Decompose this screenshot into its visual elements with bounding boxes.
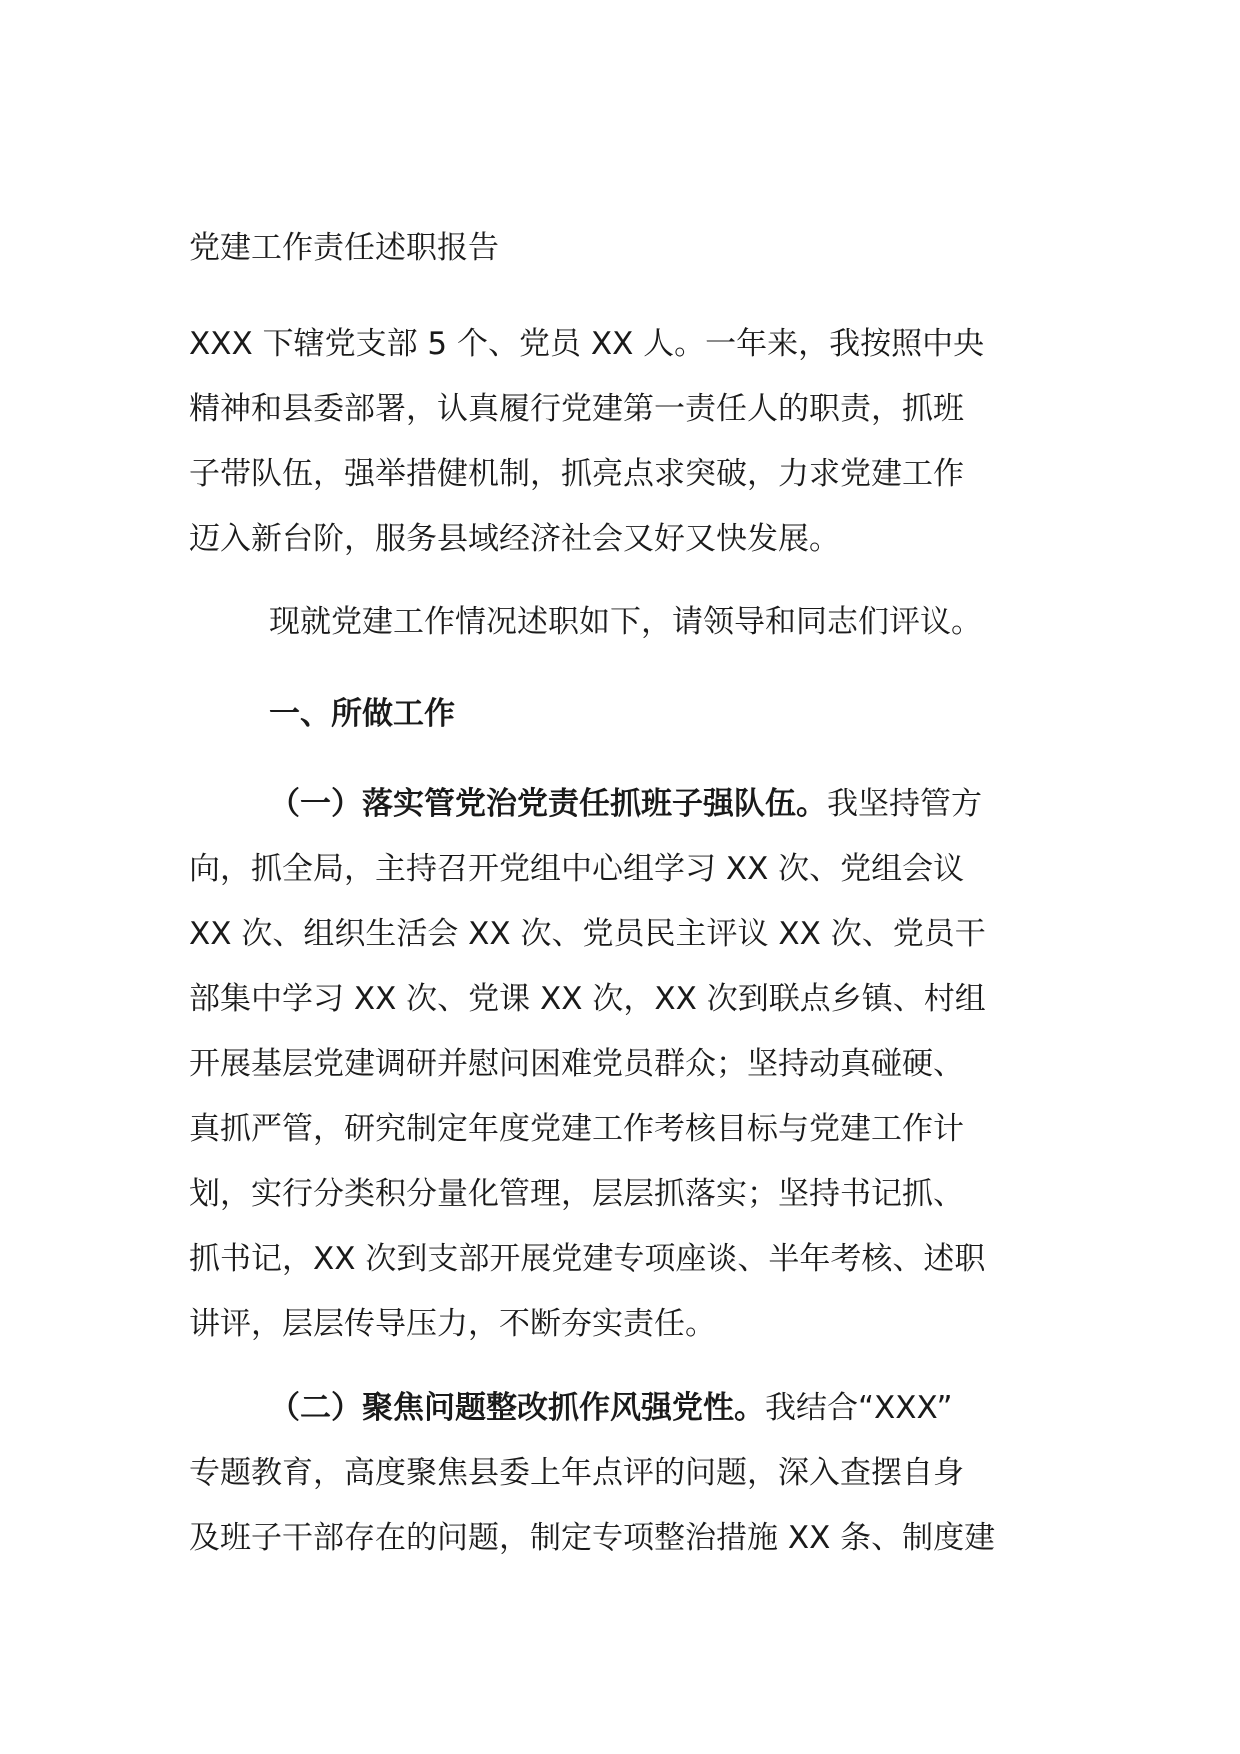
document-title: 党建工作责任述职报告 (189, 230, 499, 266)
item-2-paragraph (189, 1376, 1059, 1571)
intro-line-1: XXX 下辖党支部 5 个、党员 XX 人。一年来，我按照中央 (189, 326, 985, 362)
item-1-line: 部集中学习 XX 次、党课 XX 次，XX 次到联点乡镇、村组 (189, 981, 986, 1017)
statement-line: 现就党建工作情况述职如下，请领导和同志们评议。 (269, 604, 982, 640)
intro-line-3: 子带队伍，强举措健机制，抓亮点求突破，力求党建工作 (189, 456, 964, 492)
item-2-first-line-rest: 我结合“XXX” (765, 1390, 953, 1426)
item-1-first-line-rest: 我坚持管方 (827, 786, 982, 822)
item-1-line: 向，抓全局，主持召开党组中心组学习 XX 次、党组会议 (189, 851, 965, 887)
intro-paragraph (189, 312, 1059, 572)
item-1-line: 划，实行分类积分量化管理，层层抓落实；坚持书记抓、 (189, 1176, 964, 1212)
item-1-line: XX 次、组织生活会 XX 次、党员民主评议 XX 次、党员干 (189, 916, 986, 952)
item-1-line: 抓书记，XX 次到支部开展党建专项座谈、半年考核、述职 (189, 1241, 986, 1277)
item-2-first-line (189, 1376, 1059, 1441)
intro-line-2: 精神和县委部署，认真履行党建第一责任人的职责，抓班 (189, 391, 964, 427)
item-1-line: 开展基层党建调研并慰问困难党员群众；坚持动真碰硬、 (189, 1046, 964, 1082)
item-2-line: 及班子干部存在的问题，制定专项整治措施 XX 条、制度建 (189, 1520, 996, 1556)
item-2-lead: （二）聚焦问题整改抓作风强党性。 (269, 1390, 765, 1426)
section-heading-1: 一、所做工作 (269, 696, 455, 732)
statement-paragraph (189, 590, 1059, 655)
item-2-line: 专题教育，高度聚焦县委上年点评的问题，深入查摆自身 (189, 1455, 964, 1491)
item-1-line: 真抓严管，研究制定年度党建工作考核目标与党建工作计 (189, 1111, 964, 1147)
intro-line-4: 迈入新台阶，服务县域经济社会又好又快发展。 (189, 521, 840, 557)
item-1-lead: （一）落实管党治党责任抓班子强队伍。 (269, 786, 827, 822)
item-1-paragraph (189, 772, 1059, 1357)
item-1-line: 讲评，层层传导压力，不断夯实责任。 (189, 1306, 716, 1342)
item-1-first-line (189, 772, 1059, 837)
